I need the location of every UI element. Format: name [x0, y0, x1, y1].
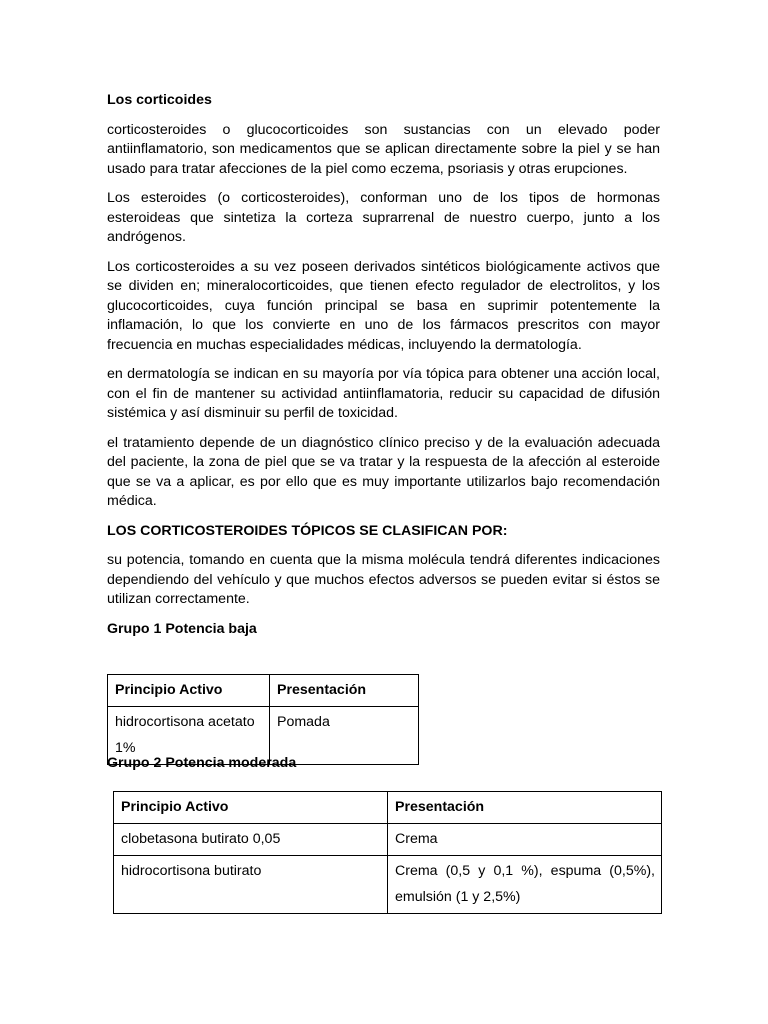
cell-presentacion: Pomada: [270, 707, 419, 765]
document-body: [107, 91, 660, 639]
table-row: [114, 856, 662, 914]
group-1-table: [107, 674, 419, 765]
cell-presentacion: Crema: [388, 824, 662, 856]
column-header-principio: Principio Activo: [108, 675, 270, 707]
table-header-row: [114, 792, 662, 824]
column-header-principio: Principio Activo: [114, 792, 388, 824]
group-1-table-wrapper: [107, 674, 419, 765]
classification-heading: LOS CORTICOSTEROIDES TÓPICOS SE CLASIFICAN POR:: [107, 522, 508, 539]
paragraph-3: Los corticosteroides a su vez poseen derivados sintéticos biológicamente activos que se dividen en; mineralocorticoides, que tienen efecto regulador de electrolitos, y los glucocorticoides, cuya función principal se basa en suprimir potentemente la inflamación, lo que los convierte en uno de los fármacos prescritos con mayor frecuencia en muchas especialidades médicas, incluyendo la dermatología.: [107, 258, 660, 353]
paragraph-5: el tratamiento depende de un diagnóstico clínico preciso y de la evaluación adecuada del paciente, la zona de piel que se va tratar y la respuesta de la afección al esteroide que se va a aplicar, es por ello que es muy importante utilizarlos bajo recomendación médica.: [107, 434, 660, 509]
table-header-row: [108, 675, 419, 707]
group-1-title: Grupo 1 Potencia baja: [107, 620, 257, 637]
group-2-table: [113, 791, 662, 914]
cell-principio: hidrocortisona acetato 1%: [108, 707, 270, 765]
table-row: [114, 824, 662, 856]
column-header-presentacion: Presentación: [270, 675, 419, 707]
cell-presentacion: Crema (0,5 y 0,1 %), espuma (0,5%), emulsión (1 y 2,5%): [388, 856, 662, 914]
column-header-presentacion: Presentación: [388, 792, 662, 824]
paragraph-4: en dermatología se indican en su mayoría por vía tópica para obtener una acción local, con el fin de mantener su actividad antiinflamatoria, reducir su capacidad de difusión sistémica y así disminuir su perfil de toxicidad.: [107, 366, 660, 421]
classification-text: su potencia, tomando en cuenta que la misma molécula tendrá diferentes indicaciones dependiendo del vehículo y que muchos efectos adversos se pueden evitar si éstos se utilizan correctamente.: [107, 552, 660, 607]
paragraph-1: corticosteroides o glucocorticoides son sustancias con un elevado poder antiinflamatorio, son medicamentos que se aplican directamente sobre la piel y se han usado para tratar afecciones de la piel como eczema, psoriasis y otras erupciones.: [107, 121, 660, 177]
cell-principio: clobetasona butirato 0,05: [114, 824, 388, 856]
paragraph-2: Los esteroides (o corticosteroides), conforman uno de los tipos de hormonas esteroideas que sintetiza la corteza suprarrenal de nuestro cuerpo, junto a los andrógenos.: [107, 190, 660, 245]
group-2-table-wrapper: [113, 791, 662, 914]
group-2-title: Grupo 2 Potencia moderada: [107, 755, 297, 771]
cell-principio: hidrocortisona butirato: [114, 856, 388, 914]
document-title: Los corticoides: [107, 92, 212, 108]
